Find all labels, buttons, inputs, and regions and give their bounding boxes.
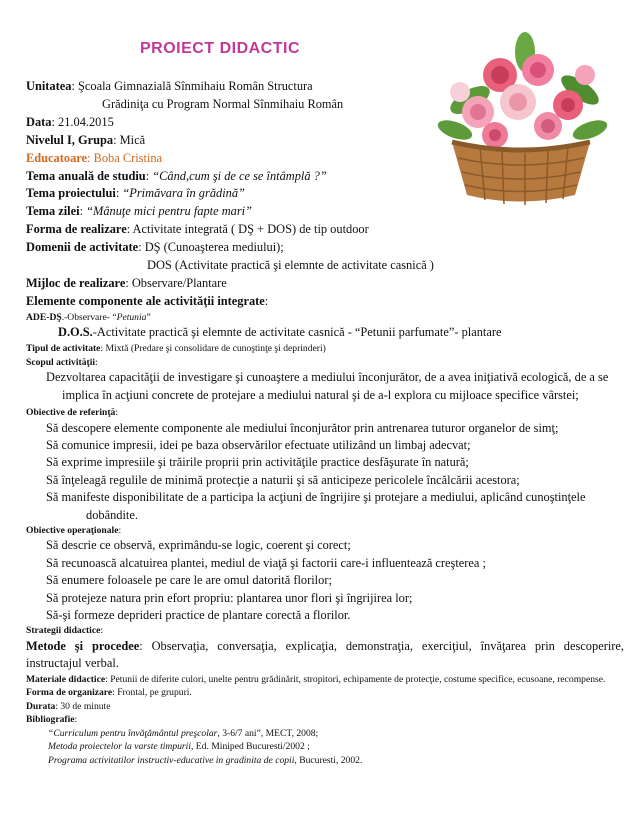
obiectiv-ref-item-cont: dobândite. [86, 507, 138, 522]
tema-proiect-value: “Primăvara în grădină” [122, 186, 245, 201]
mijloc-row [26, 275, 624, 293]
obiectiv-op-item: Să protejeze natura prin efort propriu: plantarea unor flori şi îngrijirea lor; [46, 590, 413, 605]
educatoare-row [26, 150, 624, 168]
tema-proiect-label: Tema proiectului [26, 186, 116, 201]
scopul-paragraph [26, 369, 624, 404]
elemente-label: Elemente componente ale activităţii integrate [26, 293, 265, 308]
tipul-label: Tipul de activitate [26, 343, 101, 355]
obiective-op-label: Obiective operaţionale [26, 524, 119, 536]
materiale-row [26, 673, 624, 687]
tipul-value: : Mixtă (Predare şi consolidare de cunoştinţe şi deprinderi) [100, 343, 326, 355]
scopul-label: Scopul activităţii [26, 356, 96, 368]
unitatea-row-2 [26, 96, 624, 114]
forma-label: Forma de realizare [26, 222, 127, 237]
scopul-line-2: implica în acţiuni concrete de protejare a mediului natural şi de a-l explora cu mijloace specifice vârstei; [62, 387, 579, 402]
unitatea-row [26, 78, 624, 96]
dos-label: D.O.S. [58, 325, 93, 340]
durata-value: : 30 de minute [55, 700, 111, 712]
unitatea-label: Unitatea [26, 79, 72, 93]
ade-petunia: Petunia [116, 311, 147, 323]
bibliografie-row: Bibliografie: [26, 714, 78, 726]
domenii-value: : DŞ (Cunoaşterea mediului); [138, 240, 284, 255]
document-body [26, 78, 624, 767]
obiectiv-op-item: Să-şi formeze deprideri practice de plantare corectă a florilor. [46, 608, 351, 623]
dos-value: -Activitate practică şi elemnte de activitate casnică - “Petunii parfumate”- plantare [92, 325, 502, 340]
tipul-row [26, 342, 624, 356]
metode-label: Metode şi procedee [26, 638, 140, 653]
tema-zilei-row: Tema zilei: “Mânuţe mici pentru fapte mari” [26, 204, 253, 219]
bibliografie-item [26, 727, 624, 741]
bib-1-rest: , 3-6/7 ani”, MECT, 2008; [217, 727, 319, 739]
unitatea-value: : Şcoala Gimnazială Sînmihaiu Român Structura [71, 79, 313, 93]
durata-row [26, 700, 624, 714]
elemente-row: Elemente componente ale activităţii integrate: [26, 293, 269, 308]
educatoare-value: : Boba Cristina [87, 150, 163, 165]
scopul-line-1: Dezvoltarea capacităţii de investigare şi cunoaştere a mediului înconjurător, de a avea iniţiativă ecologică, de a se [46, 370, 609, 385]
obiectiv-ref-item: Să comunice impresii, idei pe baza observărilor efectuate utilizând un limbaj adecvat; [46, 437, 471, 452]
data-value: : 21.04.2015 [51, 114, 114, 129]
mijloc-value: : Observare/Plantare [125, 275, 227, 290]
obiective-op-row: Obiective operaţionale: [26, 524, 122, 536]
scopul-row: Scopul activităţii: [26, 356, 98, 368]
tema-zilei-label: Tema zilei [26, 204, 80, 219]
obiectiv-op-item: Să enumere foloasele pe care le are omul datorită florilor; [46, 573, 332, 588]
domenii-row [26, 239, 624, 257]
bibliografie-item [26, 754, 624, 768]
domenii-value-2: DOS (Activitate practică şi elemnte de activitate casnică ) [147, 258, 434, 273]
bib-3-rest: , Bucuresti, 2002. [294, 754, 363, 766]
obiectiv-ref-item: Să manifeste disponibilitate de a participa la acţiuni de îngrijire şi protejare a mediului, aplicând cunoştinţele [46, 490, 586, 505]
durata-label: Durata [26, 700, 56, 712]
obiectiv-ref-item: Să descopere elemente componente ale mediului înconjurător prin antrenarea tuturor organelor de simţ; [46, 420, 559, 435]
forma-org-row [26, 686, 624, 700]
bib-2-title: Metoda proiectelor la varste timpurii [48, 741, 191, 753]
ade-end: ” [146, 311, 151, 323]
ade-value: .-Observare- “ [61, 311, 117, 323]
bibliografie-item [26, 740, 624, 754]
data-label: Data [26, 114, 52, 129]
forma-org-label: Forma de organizare [26, 687, 113, 699]
ade-label: ADE-DŞ [26, 311, 62, 323]
bib-1-title: “Curriculum pentru învăţământul preşcolar [48, 727, 218, 739]
forma-value: : Activitate integrată ( DŞ + DOS) de tip outdoor [126, 222, 369, 237]
obiectiv-op-item: Să descrie ce observă, exprimându-se logic, coerent şi corect; [46, 538, 351, 553]
metode-row [26, 638, 624, 673]
obiectiv-op-item: Să recunoască alcatuirea plantei, mediul de viaţă şi factorii care-i influentează creşterea ; [46, 555, 486, 570]
data-row [26, 114, 624, 132]
tema-anuala-row: Tema anuală de studiu: “Când,cum şi de ce se întâmplă ?” [26, 168, 327, 183]
metode-value: : Observaţia, conversaţia, explicaţia, demonstraţia, exerciţiul, învăţarea prin descoperire, instructajul verbal. [26, 638, 624, 671]
obiectiv-ref-item: Să exprime impresiile şi trăirile proprii prin activităţile practice desfăşurate în natură; [46, 455, 469, 470]
forma-row [26, 221, 624, 239]
nivel-row [26, 132, 624, 150]
obiective-ref-row: Obiective de referinţă: [26, 407, 119, 418]
tema-proiect-row: Tema proiectului: “Primăvara în grădină” [26, 186, 245, 201]
educatoare-label: Educatoare [26, 150, 88, 165]
obiectiv-ref-item: Să înţeleagă regulile de minimă protecţie a naturii şi să anticipeze pericolele încălcării acestora; [46, 472, 520, 487]
grupa-value: : Mică [113, 132, 146, 147]
domenii-row-2 [26, 257, 624, 275]
tema-anuala-value: “Când,cum şi de ce se întâmplă ?” [152, 168, 327, 183]
bib-2-rest: , Ed. Miniped Bucuresti/2002 ; [191, 741, 310, 753]
strategii-row: Strategii didactice: [26, 625, 104, 637]
unitatea-value-2: Grădiniţa cu Program Normal Sînmihaiu Român [102, 96, 344, 111]
bibliografie-label: Bibliografie [26, 714, 75, 726]
mijloc-label: Mijloc de realizare [26, 275, 126, 290]
tema-zilei-value: “Mânuţe mici pentru fapte mari” [86, 204, 253, 219]
grupa-label: Grupa [78, 132, 114, 147]
obiective-ref-list [26, 420, 624, 524]
tema-anuala-label: Tema anuală de studiu [26, 168, 146, 183]
materiale-label: Materiale didactice [26, 673, 106, 685]
bib-3-title: Programa activitatilor instructiv-educative in gradinita de copii [48, 754, 295, 766]
nivel-label: Nivelul I, [26, 132, 75, 147]
obiective-op-list [26, 537, 624, 624]
domenii-label: Domenii de activitate [26, 240, 139, 255]
document-title: PROIECT DIDACTIC [140, 40, 300, 57]
materiale-value: : Petunii de diferite culori, unelte pentru grădinărit, stropitori, echipamente de protecţie, costume specifice, ecusoane, recompense. [105, 673, 606, 685]
ade-row [26, 311, 624, 325]
strategii-label: Strategii didactice [26, 625, 101, 637]
forma-org-value: : Frontal, pe grupuri. [112, 687, 192, 699]
obiective-ref-label: Obiective de referinţă [26, 407, 116, 418]
dos-row [26, 324, 624, 342]
